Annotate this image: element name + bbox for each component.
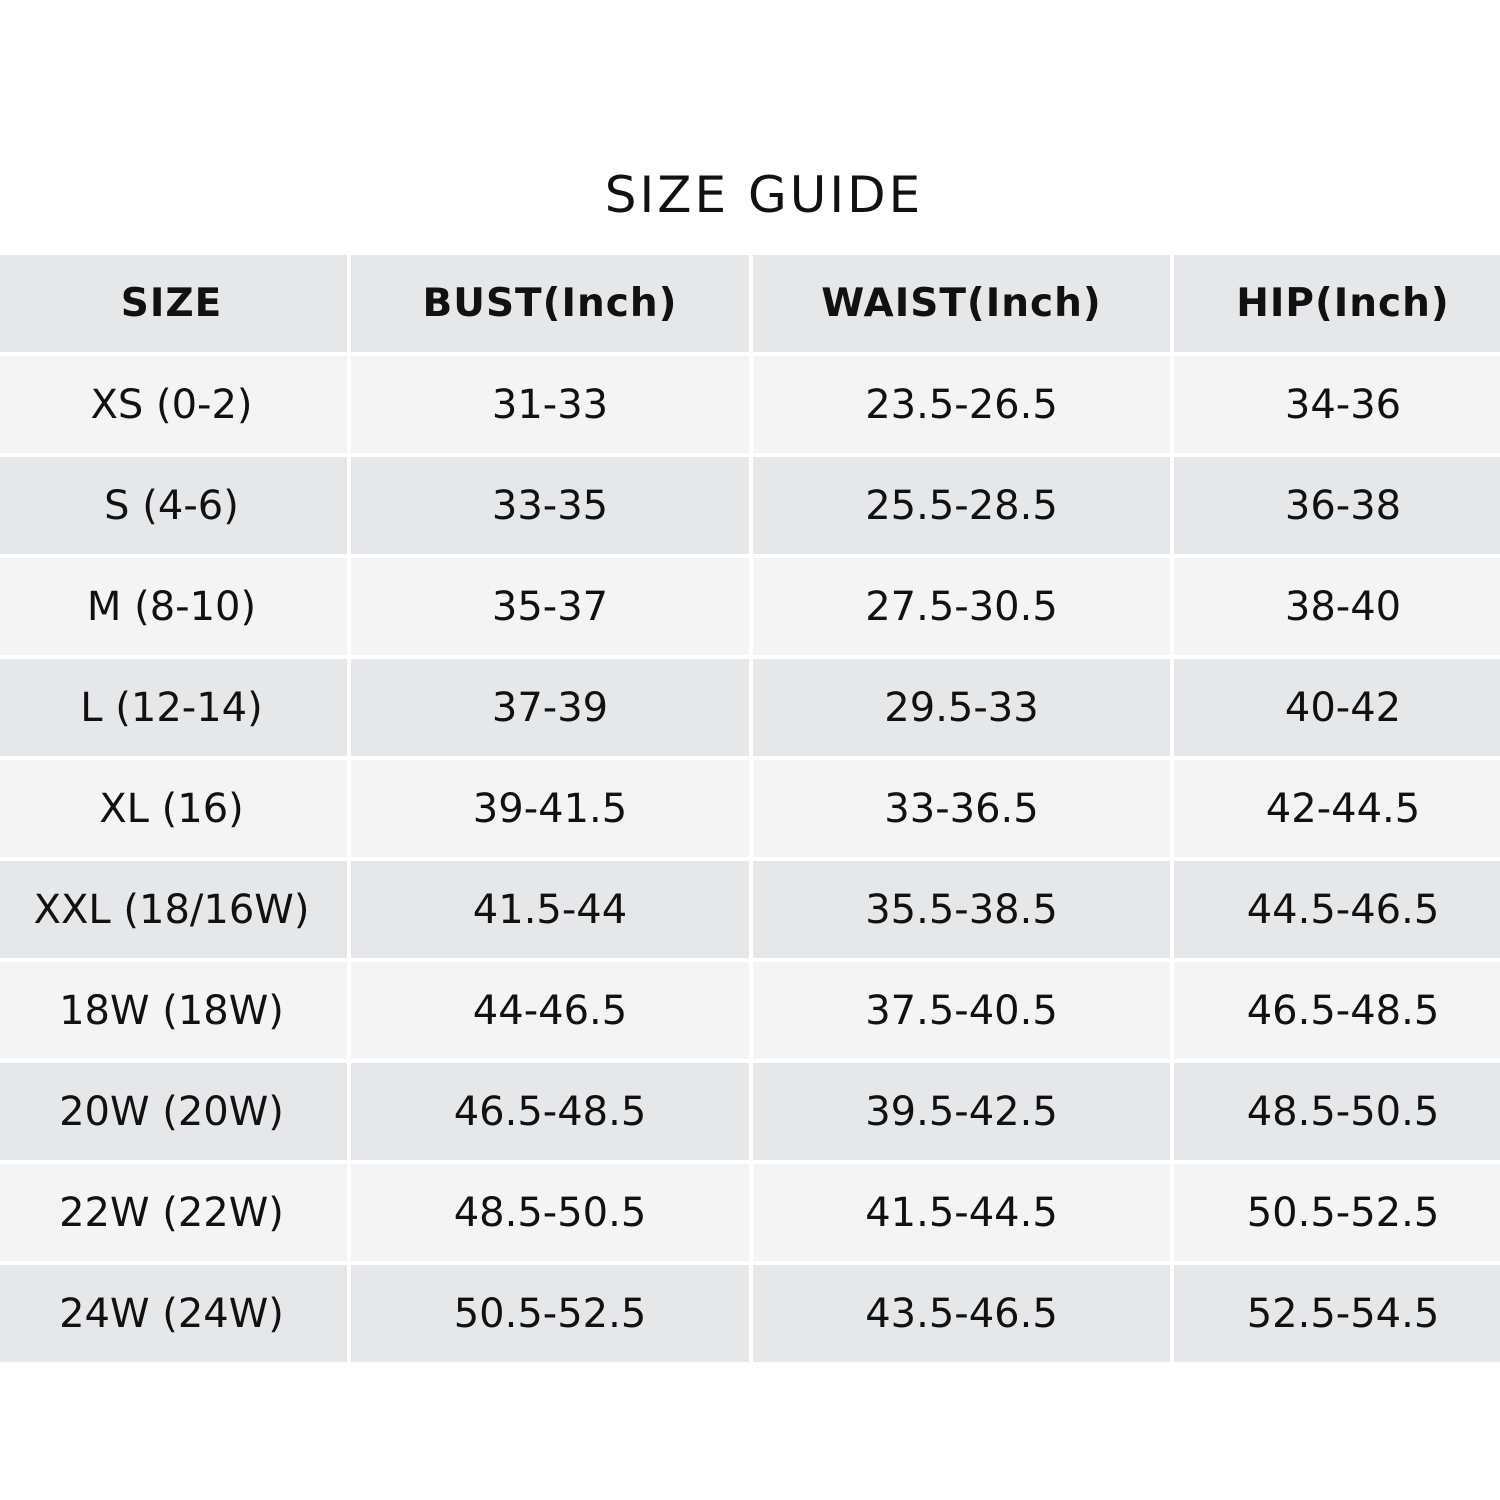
column-header-waist: WAIST(Inch)	[753, 255, 1170, 352]
waist-cell: 39.5-42.5	[753, 1063, 1170, 1160]
bust-cell: 44-46.5	[351, 962, 749, 1059]
waist-cell: 25.5-28.5	[753, 457, 1170, 554]
hip-cell: 40-42	[1174, 659, 1500, 756]
size-cell: S (4-6)	[0, 457, 347, 554]
hip-cell: 46.5-48.5	[1174, 962, 1500, 1059]
hip-cell: 44.5-46.5	[1174, 861, 1500, 958]
hip-cell: 52.5-54.5	[1174, 1265, 1500, 1362]
bust-cell: 41.5-44	[351, 861, 749, 958]
waist-cell: 33-36.5	[753, 760, 1170, 857]
hip-cell: 42-44.5	[1174, 760, 1500, 857]
waist-cell: 23.5-26.5	[753, 356, 1170, 453]
bust-cell: 33-35	[351, 457, 749, 554]
size-cell: L (12-14)	[0, 659, 347, 756]
hip-cell: 34-36	[1174, 356, 1500, 453]
bust-cell: 39-41.5	[351, 760, 749, 857]
column-header-bust: BUST(Inch)	[351, 255, 749, 352]
size-cell: 24W (24W)	[0, 1265, 347, 1362]
page-title: SIZE GUIDE	[604, 166, 924, 224]
size-cell: 18W (18W)	[0, 962, 347, 1059]
size-cell: M (8-10)	[0, 558, 347, 655]
bust-cell: 46.5-48.5	[351, 1063, 749, 1160]
waist-cell: 27.5-30.5	[753, 558, 1170, 655]
bust-cell: 37-39	[351, 659, 749, 756]
size-cell: XS (0-2)	[0, 356, 347, 453]
bust-cell: 50.5-52.5	[351, 1265, 749, 1362]
column-header-hip: HIP(Inch)	[1174, 255, 1500, 352]
size-cell: XL (16)	[0, 760, 347, 857]
size-cell: 22W (22W)	[0, 1164, 347, 1261]
hip-cell: 48.5-50.5	[1174, 1063, 1500, 1160]
hip-cell: 36-38	[1174, 457, 1500, 554]
waist-cell: 35.5-38.5	[753, 861, 1170, 958]
bust-cell: 31-33	[351, 356, 749, 453]
waist-cell: 43.5-46.5	[753, 1265, 1170, 1362]
bust-cell: 48.5-50.5	[351, 1164, 749, 1261]
bust-cell: 35-37	[351, 558, 749, 655]
size-cell: 20W (20W)	[0, 1063, 347, 1160]
waist-cell: 41.5-44.5	[753, 1164, 1170, 1261]
size-cell: XXL (18/16W)	[0, 861, 347, 958]
hip-cell: 50.5-52.5	[1174, 1164, 1500, 1261]
waist-cell: 29.5-33	[753, 659, 1170, 756]
size-guide-table	[0, 255, 1500, 1362]
column-header-size: SIZE	[0, 255, 347, 352]
waist-cell: 37.5-40.5	[753, 962, 1170, 1059]
hip-cell: 38-40	[1174, 558, 1500, 655]
